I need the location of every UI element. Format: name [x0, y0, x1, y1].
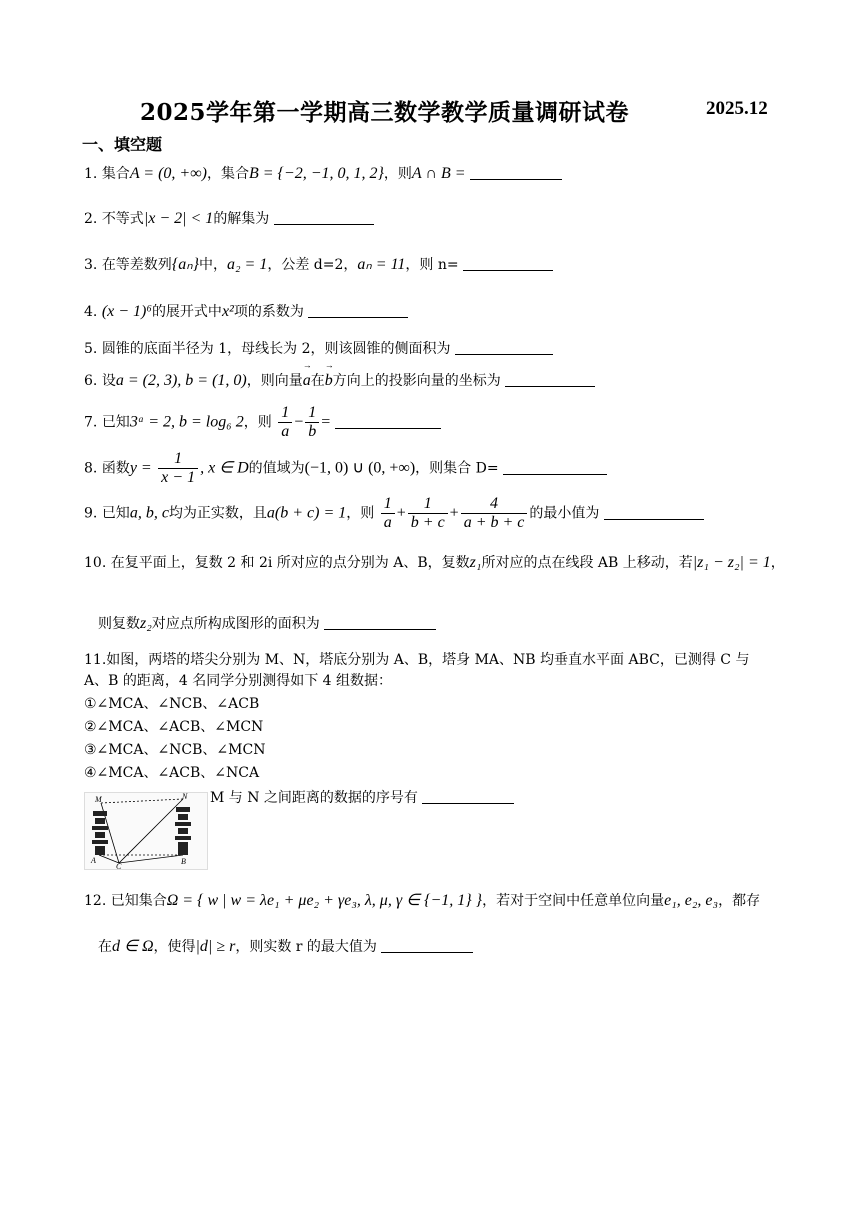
tower-right	[175, 807, 191, 855]
answer-blank[interactable]	[455, 340, 553, 355]
fraction: $\frac{1}{b}$	[305, 404, 319, 441]
towers-figure	[84, 792, 208, 870]
label-n: N	[182, 793, 188, 801]
option-3: ③∠MCA、∠NCB、∠MCN	[84, 742, 266, 758]
page-title: 2025学年第一学期高三数学教学质量调研试卷	[140, 99, 630, 126]
line-bc	[119, 855, 183, 863]
question-10: 10. 在复平面上，复数 2 和 2i 所对应的点分别为 A、B，复数z₁所对应的点在线段 AB 上移动，若|z₁ − z₂| = 1，	[84, 554, 785, 571]
answer-blank[interactable]	[335, 414, 441, 429]
question-10-continued: 则复数z₂对应点所构成图形的面积为	[98, 614, 436, 633]
option-2: ②∠MCA、∠ACB、∠MCN	[84, 719, 264, 735]
question-11-tail: M 与 N 之间距离的数据的序号有	[210, 789, 514, 807]
question-6: 6. 设a = (2, 3), b = (1, 0)，则向量→ a在→ b方向上的投影向量的坐标为	[84, 371, 595, 390]
question-5: 5. 圆锥的底面半径为 1，母线长为 2，则该圆锥的侧面积为	[84, 340, 553, 358]
section-title: 一、填空题	[82, 135, 163, 154]
label-c: C	[116, 862, 122, 869]
fraction: $\frac{1}{a}$	[278, 404, 292, 441]
answer-blank[interactable]	[604, 505, 704, 520]
question-3: 3. 在等差数列{aₙ}中，a₂ = 1，公差 d=2，aₙ = 11，则 n=	[84, 255, 553, 274]
answer-blank[interactable]	[503, 460, 607, 475]
answer-blank[interactable]	[463, 256, 553, 271]
fraction: $\frac{1}{x - 1}$	[158, 450, 198, 487]
label-m: M	[95, 795, 102, 804]
question-12-continued: 在d ∈ Ω，使得|d| ≥ r，则实数 r 的最大值为	[98, 937, 473, 956]
line-mn	[101, 799, 183, 803]
question-9: 9. 已知a, b, c均为正实数，且a(b + c) = 1，则 $\frac{1}{a}$ + $\frac{1}{b + c}$ + $\frac{4}{a + b + c}$ 的最小值为	[84, 495, 704, 532]
question-8: 8. 函数y = $\frac{1}{x - 1}$ , x ∈ D的值域为(−1, 0) ∪ (0, +∞)，则集合 D=	[84, 450, 607, 487]
towers-diagram	[85, 793, 207, 869]
question-1: 1. 集合A = (0, +∞)，集合B = {−2, −1, 0, 1, 2}，则A ∩ B =	[84, 164, 562, 183]
line-nc	[119, 799, 183, 863]
exam-date: 2025.12	[706, 98, 768, 119]
question-2: 2. 不等式|x − 2| < 1的解集为	[84, 209, 374, 228]
fraction: $\frac{4}{a + b + c}$	[461, 495, 528, 532]
question-4: 4. (x − 1)⁶的展开式中x²项的系数为	[84, 302, 408, 321]
question-11: 11.如图，两塔的塔尖分别为 M、N，塔底分别为 A、B，塔身 MA、NB 均垂直水平面 ABC，已测得 C 与	[84, 652, 750, 668]
answer-blank[interactable]	[274, 210, 374, 225]
answer-blank[interactable]	[422, 789, 514, 804]
label-a: A	[91, 856, 96, 865]
answer-blank[interactable]	[470, 165, 562, 180]
question-12: 12. 已知集合Ω = { w | w = λe₁ + μe₂ + γe₃, λ, μ, γ ∈ {−1, 1} }，若对于空间中任意单位向量e₁, e₂, e₃，都存	[84, 892, 761, 909]
fraction: $\frac{1}{a}$	[381, 495, 395, 532]
option-1: ①∠MCA、∠NCB、∠ACB	[84, 696, 260, 712]
answer-blank[interactable]	[308, 303, 408, 318]
fraction: $\frac{1}{b + c}$	[408, 495, 448, 532]
option-4: ④∠MCA、∠ACB、∠NCA	[84, 765, 260, 781]
answer-blank[interactable]	[505, 372, 595, 387]
answer-blank[interactable]	[381, 938, 473, 953]
answer-blank[interactable]	[324, 615, 436, 630]
question-11-line2: A、B 的距离，4 名同学分别测得如下 4 组数据：	[84, 673, 393, 689]
question-7: 7. 已知3ᵃ = 2, b = log₆ 2，则 $\frac{1}{a}$ − $\frac{1}{b}$ =	[84, 404, 441, 441]
label-b: B	[181, 857, 186, 866]
